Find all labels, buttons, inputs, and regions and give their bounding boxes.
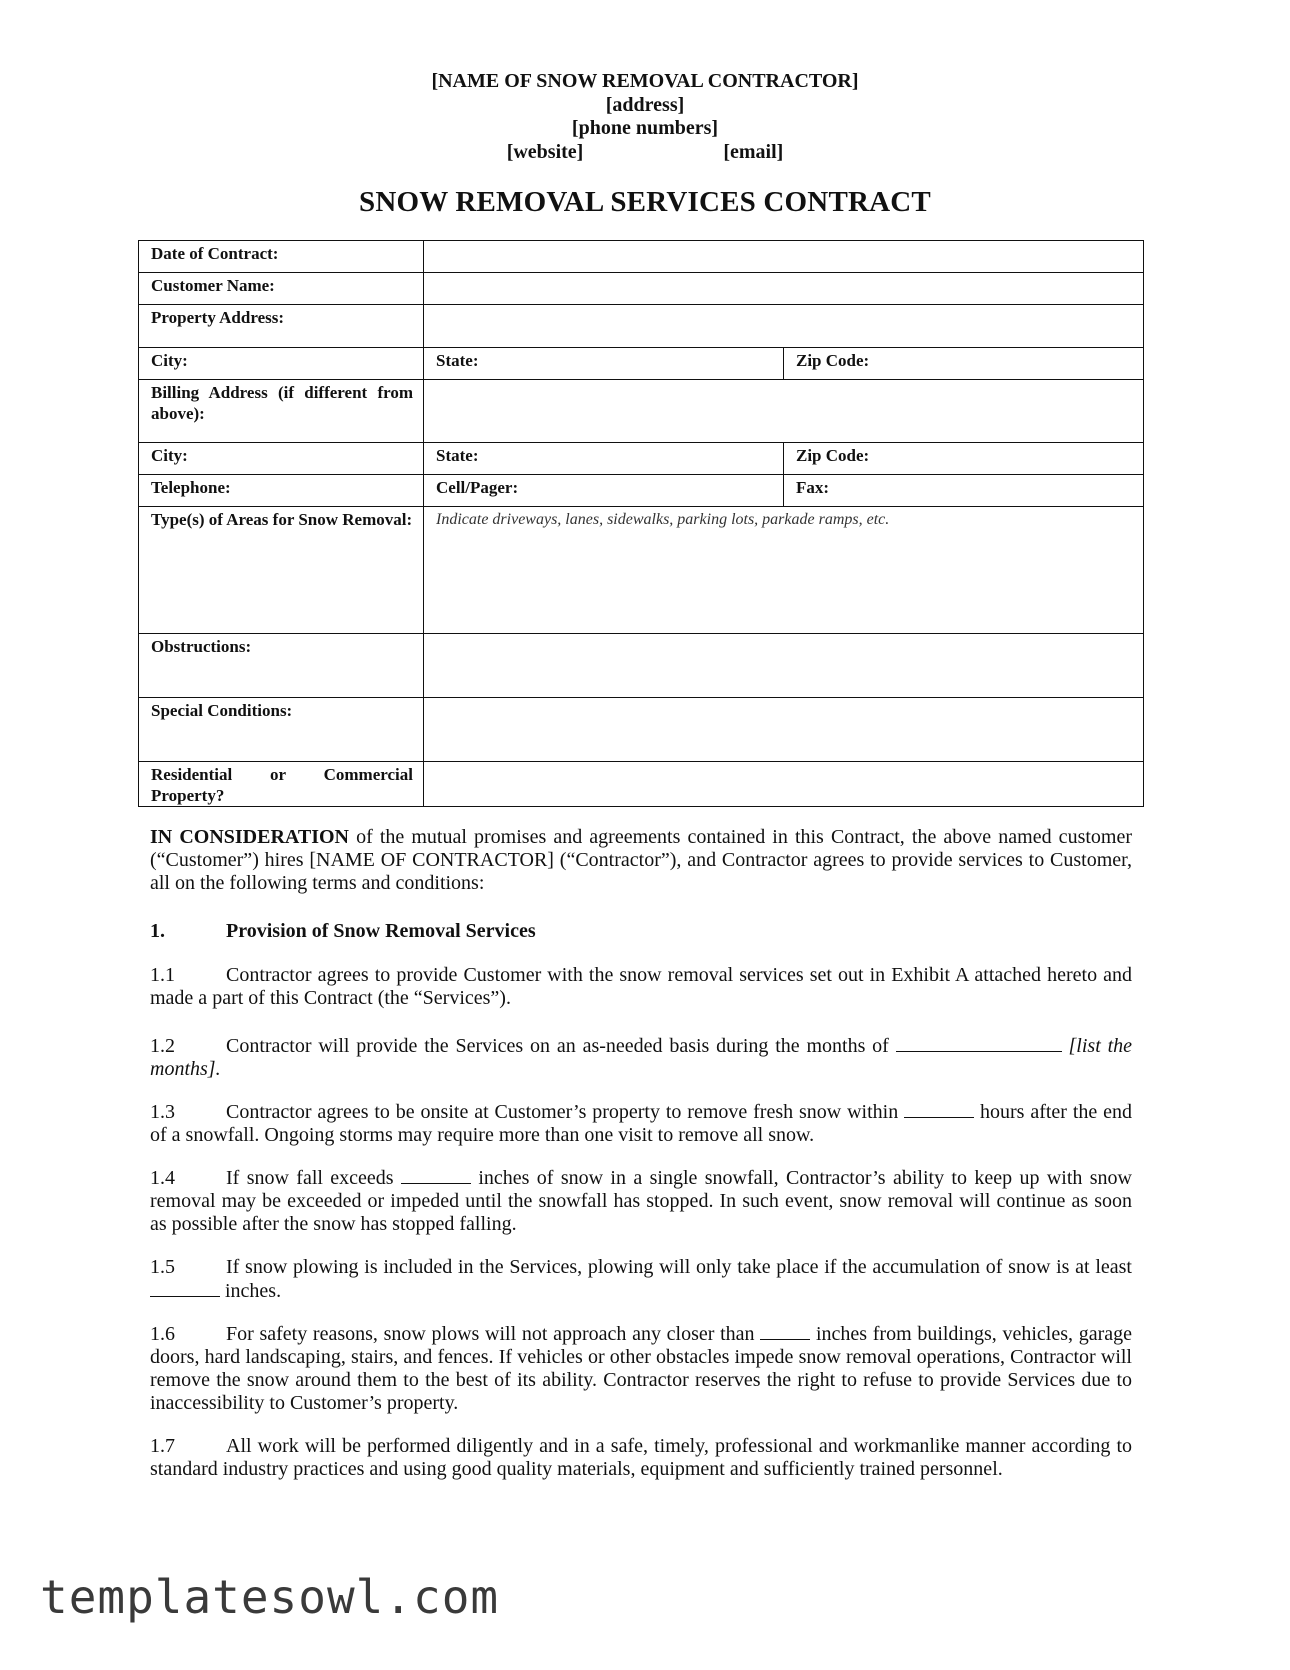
customer-info-table xyxy=(138,240,1144,807)
clause-1-5 xyxy=(150,1256,1132,1303)
property-type-field[interactable] xyxy=(424,762,1144,807)
table-row xyxy=(139,273,1144,305)
areas-for-removal-label: Type(s) of Areas for Snow Removal: xyxy=(139,507,424,634)
table-row xyxy=(139,348,1144,380)
clause-text-cont: inches from buildings, vehicles, garage doors, hard landscaping, stairs, and fences. If vehicles or other obstacles impede snow removal operations, Contractor will remove the snow around them to the best of its ability. Contractor reserves the right to refuse to provide Services due to inaccessibility to Customer’s property. xyxy=(150,1323,1132,1414)
clause-text: If snow fall exceeds xyxy=(226,1167,394,1189)
billing-address-field[interactable] xyxy=(424,380,1144,443)
clause-text-cont: hours after the end of a snowfall. Ongoing storms may require more than one visit to remove all snow. xyxy=(150,1101,1133,1146)
consideration-text: of the mutual promises and agreements contained in this Contract, the above named customer (“Customer”) hires [NAME OF CONTRACTOR] (“Contractor”), and Contractor agrees to provide services to Customer, all on the following terms and conditions: xyxy=(150,826,1132,894)
contractor-name: [NAME OF SNOW REMOVAL CONTRACTOR] xyxy=(431,70,859,92)
table-row xyxy=(139,475,1144,507)
date-of-contract-label: Date of Contract: xyxy=(139,241,424,273)
clause-number: 1.5 xyxy=(150,1256,175,1278)
clause-text: Contractor will provide the Services on an as-needed basis during the months of xyxy=(226,1035,889,1057)
fax-label[interactable]: Fax: xyxy=(784,475,1144,507)
table-row xyxy=(139,443,1144,475)
clause-number: 1.2 xyxy=(150,1035,175,1057)
website-email-row xyxy=(0,141,1290,165)
clause-1-3 xyxy=(150,1100,1132,1147)
table-row xyxy=(139,698,1144,762)
billing-city-label: City: xyxy=(139,443,424,475)
table-row xyxy=(139,241,1144,273)
obstructions-field[interactable] xyxy=(424,634,1144,698)
date-of-contract-field[interactable] xyxy=(424,241,1144,273)
areas-for-removal-field[interactable]: Indicate driveways, lanes, sidewalks, parking lots, parkade ramps, etc. xyxy=(424,507,1144,634)
obstructions-label: Obstructions: xyxy=(139,634,424,698)
section-1-heading xyxy=(150,920,536,943)
section-title: Provision of Snow Removal Services xyxy=(226,920,536,942)
contractor-website: [website] xyxy=(506,140,584,163)
clause-1-1 xyxy=(150,964,1132,1010)
property-address-label: Property Address: xyxy=(139,305,424,348)
clause-text: Contractor agrees to be onsite at Customer’s property to remove fresh snow within xyxy=(226,1101,899,1123)
consideration-lead: IN CONSIDERATION xyxy=(150,826,349,848)
zip-code-label[interactable]: Zip Code: xyxy=(784,348,1144,380)
clause-number: 1.4 xyxy=(150,1167,175,1189)
property-address-field[interactable] xyxy=(424,305,1144,348)
clause-1-6 xyxy=(150,1322,1132,1415)
table-row xyxy=(139,634,1144,698)
plow-inches-blank[interactable] xyxy=(150,1279,220,1297)
billing-zip-code-label[interactable]: Zip Code: xyxy=(784,443,1144,475)
table-row xyxy=(139,380,1144,443)
billing-state-label[interactable]: State: xyxy=(424,443,784,475)
clause-1-4 xyxy=(150,1166,1132,1236)
clause-text: For safety reasons, snow plows will not approach any closer than xyxy=(226,1323,755,1345)
table-row xyxy=(139,507,1144,634)
clause-number: 1.3 xyxy=(150,1101,175,1123)
state-label[interactable]: State: xyxy=(424,348,784,380)
clause-text-cont: inches of snow in a single snowfall, Contractor’s ability to keep up with snow removal may be exceeded or impeded until the snowfall has stopped. In such event, snow removal will continue as soon as possible after the snow has stopped falling. xyxy=(150,1167,1132,1235)
billing-address-label: Billing Address (if different from above): xyxy=(139,380,424,443)
snowfall-inches-blank[interactable] xyxy=(401,1166,471,1184)
clause-text: All work will be performed diligently and in a safe, timely, professional and workmanlike manner according to standard industry practices and using good quality materials, equipment and sufficiently trained personnel. xyxy=(150,1435,1132,1480)
section-number: 1. xyxy=(150,920,165,942)
letterhead xyxy=(0,70,1290,164)
city-label: City: xyxy=(139,348,424,380)
telephone-label: Telephone: xyxy=(139,475,424,507)
distance-inches-blank[interactable] xyxy=(760,1322,810,1340)
clause-number: 1.1 xyxy=(150,964,175,986)
clause-text: If snow plowing is included in the Services, plowing will only take place if the accumulation of snow is at least xyxy=(226,1256,1132,1278)
months-blank[interactable] xyxy=(896,1034,1062,1052)
property-type-label: Residential or Commercial Property? xyxy=(139,762,424,807)
contractor-address: [address] xyxy=(605,93,685,116)
special-conditions-field[interactable] xyxy=(424,698,1144,762)
contractor-phone: [phone numbers] xyxy=(571,117,719,139)
consideration-paragraph xyxy=(150,826,1132,895)
table-row xyxy=(139,762,1144,807)
clause-text-cont: inches. xyxy=(225,1280,282,1302)
customer-name-label: Customer Name: xyxy=(139,273,424,305)
customer-name-field[interactable] xyxy=(424,273,1144,305)
special-conditions-label: Special Conditions: xyxy=(139,698,424,762)
document-title: SNOW REMOVAL SERVICES CONTRACT xyxy=(359,186,931,218)
contractor-email: [email] xyxy=(723,140,784,163)
clause-1-7 xyxy=(150,1435,1132,1481)
hours-blank[interactable] xyxy=(904,1100,974,1118)
clause-1-2 xyxy=(150,1034,1132,1081)
clause-text-cont: [list the months]. xyxy=(150,1035,1133,1080)
cell-pager-label[interactable]: Cell/Pager: xyxy=(424,475,784,507)
clause-text: Contractor agrees to provide Customer with the snow removal services set out in Exhibit A attached hereto and made a part of this Contract (the “Services”). xyxy=(150,964,1132,1009)
clause-number: 1.7 xyxy=(150,1435,175,1457)
clause-number: 1.6 xyxy=(150,1323,175,1345)
watermark: templatesowl.com xyxy=(40,1570,500,1624)
table-row xyxy=(139,305,1144,348)
